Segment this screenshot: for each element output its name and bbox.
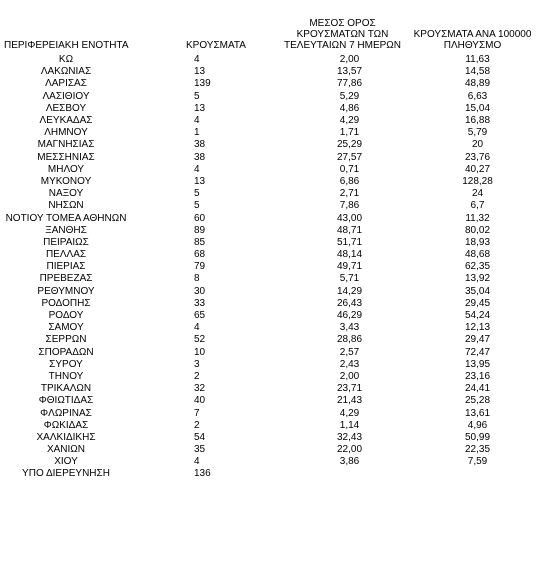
table-body <box>2 54 540 481</box>
avg7-cell: 4,29 <box>339 407 360 419</box>
table-row <box>2 103 540 115</box>
per100k-cell: 13,61 <box>464 407 491 419</box>
cases-cell: 136 <box>194 468 211 480</box>
region-cell: ΣΑΜΟΥ <box>48 322 84 334</box>
per100k-cell: 29,47 <box>464 334 491 346</box>
cases-cell: 4 <box>194 54 200 66</box>
avg7-cell: 49,71 <box>336 261 363 273</box>
avg7-cell: 23,71 <box>336 383 363 395</box>
cases-cell: 33 <box>194 297 206 309</box>
avg7-cell: 2,43 <box>339 358 360 370</box>
cases-cell: 4 <box>194 163 200 175</box>
region-cell: ΡΕΘΥΜΝΟΥ <box>37 285 95 297</box>
table-row <box>2 407 540 419</box>
cases-cell: 85 <box>194 236 206 248</box>
cases-cell: 38 <box>194 151 206 163</box>
cases-cell: 139 <box>194 78 211 90</box>
avg7-cell: 26,43 <box>336 297 363 309</box>
avg7-cell: 6,86 <box>339 175 360 187</box>
avg7-cell: 22,00 <box>336 444 363 456</box>
table-row <box>2 395 540 407</box>
region-cell: ΠΕΛΛΑΣ <box>45 249 87 261</box>
per100k-cell: 5,79 <box>467 127 488 139</box>
cases-cell: 1 <box>194 127 200 139</box>
region-cell: ΠΡΕΒΕΖΑΣ <box>39 273 93 285</box>
table-row <box>2 444 540 456</box>
avg7-cell: 4,29 <box>339 115 360 127</box>
region-cell: ΣΥΡΟΥ <box>49 358 83 370</box>
avg7-cell: 3,86 <box>339 456 360 468</box>
per100k-cell: 24,41 <box>464 383 491 395</box>
per100k-cell: 50,99 <box>464 431 491 443</box>
table-row <box>2 78 540 90</box>
per100k-cell: 40,27 <box>464 163 491 175</box>
per100k-cell: 62,35 <box>464 261 491 273</box>
cases-cell: 4 <box>194 456 200 468</box>
table-row <box>2 298 540 310</box>
header-region: ΠΕΡΙΦΕΡΕΙΑΚΗ ΕΝΟΤΗΤΑ <box>4 40 129 51</box>
table-row <box>2 456 540 468</box>
cases-cell: 38 <box>194 139 206 151</box>
region-cell: ΜΑΓΝΗΣΙΑΣ <box>37 139 95 151</box>
region-cell: ΧΑΝΙΩΝ <box>46 444 86 456</box>
table-row <box>2 261 540 273</box>
cases-cell: 13 <box>194 175 206 187</box>
per100k-cell: 13,95 <box>464 358 491 370</box>
per100k-cell: 29,45 <box>464 297 491 309</box>
region-cell: ΣΠΟΡΑΔΩΝ <box>38 346 94 358</box>
cases-cell: 5 <box>194 200 200 212</box>
cases-cell: 60 <box>194 212 206 224</box>
per100k-cell: 48,68 <box>464 249 491 261</box>
region-cell: ΛΑΣΙΘΙΟΥ <box>42 90 90 102</box>
table-row <box>2 286 540 298</box>
cases-cell: 52 <box>194 334 206 346</box>
region-cell: ΦΘΙΩΤΙΔΑΣ <box>38 395 94 407</box>
avg7-cell: 0,71 <box>339 163 360 175</box>
per100k-cell: 24 <box>471 188 484 200</box>
table-row <box>2 115 540 127</box>
table-row <box>2 54 540 66</box>
avg7-cell: 14,29 <box>336 285 363 297</box>
cases-cell: 4 <box>194 115 200 127</box>
region-cell: ΤΗΝΟΥ <box>48 370 84 382</box>
table-row <box>2 334 540 346</box>
avg7-cell: 5,71 <box>339 273 360 285</box>
per100k-cell: 6,63 <box>467 90 488 102</box>
cases-cell: 5 <box>194 90 200 102</box>
avg7-cell: 27,57 <box>336 151 363 163</box>
region-cell: ΣΕΡΡΩΝ <box>45 334 87 346</box>
per100k-cell: 7,59 <box>467 456 488 468</box>
table-row <box>2 152 540 164</box>
cases-cell: 32 <box>194 383 206 395</box>
avg7-cell: 13,57 <box>336 66 363 78</box>
per100k-cell: 80,02 <box>464 224 491 236</box>
avg7-cell: 48,71 <box>336 224 363 236</box>
per100k-cell: 72,47 <box>464 346 491 358</box>
per100k-cell: 11,63 <box>465 54 490 66</box>
table-row <box>2 225 540 237</box>
table-row <box>2 91 540 103</box>
header-cases: ΚΡΟΥΣΜΑΤΑ <box>186 40 246 51</box>
region-cell: ΦΛΩΡΙΝΑΣ <box>40 407 92 419</box>
cases-cell: 30 <box>194 285 206 297</box>
region-cell: ΡΟΔΟΠΗΣ <box>41 297 91 309</box>
table-row <box>2 249 540 261</box>
table-row <box>2 139 540 151</box>
cases-cell: 79 <box>194 261 206 273</box>
region-cell: ΧΙΟΥ <box>54 456 78 468</box>
region-cell: ΛΕΥΚΑΔΑΣ <box>39 115 93 127</box>
per100k-cell: 23,16 <box>464 370 491 382</box>
cases-cell: 5 <box>194 188 200 200</box>
table-row <box>2 359 540 371</box>
cases-cell: 54 <box>194 431 206 443</box>
cases-cell: 2 <box>194 419 200 431</box>
per100k-cell: 12,13 <box>464 322 491 334</box>
region-cell: ΜΥΚΟΝΟΥ <box>40 175 92 187</box>
table-row <box>2 66 540 78</box>
region-cell: ΞΑΝΘΗΣ <box>45 224 87 236</box>
avg7-cell: 51,71 <box>336 236 363 248</box>
region-cell: ΛΕΣΒΟΥ <box>45 102 87 114</box>
table-row <box>2 432 540 444</box>
region-cell: ΠΙΕΡΙΑΣ <box>46 261 86 273</box>
avg7-cell: 7,86 <box>339 200 360 212</box>
per100k-cell: 13,92 <box>464 273 491 285</box>
table-row <box>2 273 540 285</box>
table-row <box>2 310 540 322</box>
per100k-cell: 54,24 <box>464 310 491 322</box>
region-cell: ΠΕΙΡΑΙΩΣ <box>43 236 89 248</box>
region-cell: ΧΑΛΚΙΔΙΚΗΣ <box>36 431 96 443</box>
table-row <box>2 127 540 139</box>
avg7-cell: 21,43 <box>336 395 363 407</box>
region-cell: ΤΡΙΚΑΛΩΝ <box>40 383 92 395</box>
region-cell: ΜΕΣΣΗΝΙΑΣ <box>37 151 95 163</box>
region-cell: ΛΗΜΝΟΥ <box>44 127 88 139</box>
per100k-cell: 14,58 <box>464 66 491 78</box>
cases-cell: 4 <box>194 322 200 334</box>
avg7-cell: 2,57 <box>339 346 360 358</box>
region-cell: ΚΩ <box>58 54 74 66</box>
cases-cell: 13 <box>194 102 206 114</box>
avg7-cell: 28,86 <box>336 334 363 346</box>
table-row <box>2 322 540 334</box>
cases-cell: 3 <box>194 358 200 370</box>
cases-cell: 40 <box>194 395 206 407</box>
per100k-cell: 22,35 <box>464 444 491 456</box>
per100k-cell: 23,76 <box>464 151 491 163</box>
cases-cell: 7 <box>194 407 200 419</box>
region-cell: ΝΟΤΙΟΥ ΤΟΜΕΑ ΑΘΗΝΩΝ <box>5 212 127 224</box>
region-cell: ΛΑΡΙΣΑΣ <box>45 78 87 90</box>
avg7-cell: 1,71 <box>339 127 360 139</box>
table-row <box>2 176 540 188</box>
avg7-cell: 48,14 <box>336 249 363 261</box>
per100k-cell: 48,89 <box>464 78 491 90</box>
region-cell: ΛΑΚΩΝΙΑΣ <box>40 66 92 78</box>
region-cell: ΝΑΞΟΥ <box>48 188 84 200</box>
avg7-cell: 2,71 <box>339 188 360 200</box>
avg7-cell: 3,43 <box>339 322 360 334</box>
cases-cell: 65 <box>194 310 206 322</box>
avg7-cell: 2,00 <box>339 54 360 66</box>
cases-cell: 35 <box>194 444 206 456</box>
header-avg7: ΜΕΣΟΣ ΟΡΟΣ ΚΡΟΥΣΜΑΤΩΝ ΤΩΝ ΤΕΛΕΥΤΑΙΩΝ 7 ΗΜΕΡΩΝ <box>283 18 402 51</box>
per100k-cell: 35,04 <box>464 285 491 297</box>
region-cell: ΡΟΔΟΥ <box>48 310 84 322</box>
avg7-cell: 25,29 <box>336 139 363 151</box>
cases-cell: 89 <box>194 224 206 236</box>
per100k-cell: 4,96 <box>467 419 488 431</box>
cases-cell: 2 <box>194 370 200 382</box>
per100k-cell <box>405 468 540 480</box>
header-per100k: ΚΡΟΥΣΜΑΤΑ ΑΝΑ 100000 ΠΛΗΘΥΣΜΟ <box>413 29 532 51</box>
per100k-cell: 16,88 <box>464 115 491 127</box>
cases-cell: 68 <box>194 249 206 261</box>
region-cell: ΦΩΚΙΔΑΣ <box>43 419 89 431</box>
table-row <box>2 420 540 432</box>
avg7-cell: 1,14 <box>339 419 360 431</box>
table-row <box>2 347 540 359</box>
table-row <box>2 212 540 224</box>
table-row <box>2 371 540 383</box>
per100k-cell: 6,7 <box>470 200 485 212</box>
table-row <box>2 188 540 200</box>
table-row <box>2 468 540 480</box>
cases-cell: 13 <box>194 66 206 78</box>
per100k-cell: 11,32 <box>465 212 490 224</box>
avg7-cell: 77,86 <box>336 78 363 90</box>
region-cell: ΥΠΟ ΔΙΕΡΕΥΝΗΣΗ <box>22 468 110 480</box>
avg7-cell: 46,29 <box>336 310 363 322</box>
header-row <box>2 0 540 54</box>
table-row <box>2 200 540 212</box>
per100k-cell: 20 <box>471 139 484 151</box>
avg7-cell: 32,43 <box>336 431 363 443</box>
per100k-cell: 128,28 <box>462 175 493 187</box>
avg7-cell: 4,86 <box>339 102 360 114</box>
avg7-cell: 2,00 <box>339 370 360 382</box>
cases-cell: 8 <box>194 273 200 285</box>
cases-table <box>2 0 540 481</box>
avg7-cell: 43,00 <box>336 212 363 224</box>
cases-cell: 10 <box>194 346 206 358</box>
region-cell: ΜΗΛΟΥ <box>47 163 85 175</box>
table-row <box>2 164 540 176</box>
table-row <box>2 237 540 249</box>
per100k-cell: 15,04 <box>464 102 491 114</box>
region-cell: ΝΗΣΩΝ <box>48 200 84 212</box>
per100k-cell: 25,28 <box>464 395 491 407</box>
table-row <box>2 383 540 395</box>
per100k-cell: 18,93 <box>464 236 491 248</box>
avg7-cell: 5,29 <box>339 90 360 102</box>
avg7-cell <box>280 468 405 480</box>
